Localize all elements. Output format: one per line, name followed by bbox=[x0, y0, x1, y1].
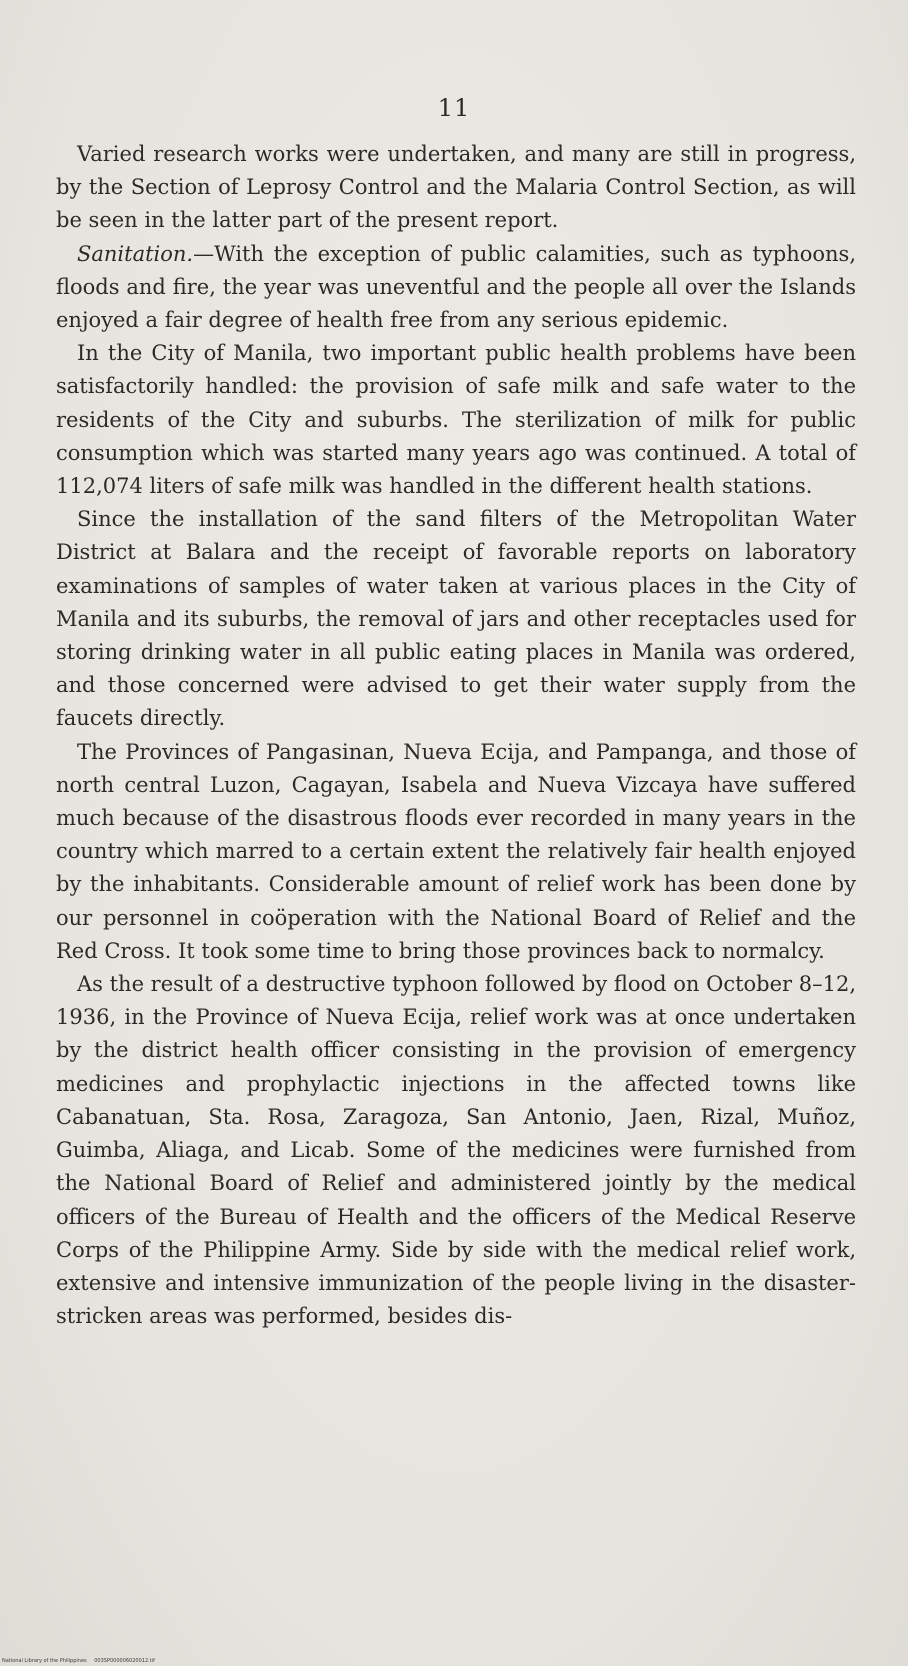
page-number: 11 bbox=[437, 94, 471, 122]
scan-footer bbox=[2, 1658, 155, 1664]
body-text bbox=[56, 138, 856, 1333]
paragraph-research bbox=[56, 138, 856, 238]
footer-library: National Library of the Philippines bbox=[2, 1658, 87, 1664]
paragraph-manila bbox=[56, 337, 856, 503]
paragraph-text: —With the exception of public calamities, such as typhoons, floods and fire, the year was uneventful and the people all over the Islands enjoyed a fair degree of health free from any serious epidemic. bbox=[56, 241, 856, 333]
paragraph-typhoon bbox=[56, 968, 856, 1333]
section-lead-sanitation: Sanitation. bbox=[77, 241, 194, 266]
paragraph-text: Varied research works were undertaken, and many are still in progress, by the Section of Leprosy Control and the Malaria Control Section, as will be seen in the latter part of the present report. bbox=[56, 142, 856, 233]
paragraph-text: In the City of Manila, two important public health problems have been satisfactorily handled: the provision of safe milk and safe water to the residents of the City and suburbs. The sterilization of milk for public consumption which was started many years ago was continued. A total of 112,074 liters of safe milk was handled in the different health stations. bbox=[56, 341, 856, 499]
footer-code: 003SP000006020012.tif bbox=[94, 1658, 155, 1664]
paragraph-floods bbox=[56, 736, 856, 968]
paragraph-text: Since the installation of the sand filters of the Metropolitan Water District at Balara and the receipt of favorable reports on laboratory examinations of samples of water taken at various places in the City of Manila and its suburbs, the removal of jars and other receptacles used for storing drinking water in all public eating places in Manila was ordered, and those concerned were advised to get their water supply from the faucets directly. bbox=[56, 507, 856, 731]
paragraph-water bbox=[56, 503, 856, 735]
paragraph-sanitation bbox=[56, 238, 856, 338]
paragraph-text: The Provinces of Pangasinan, Nueva Ecija, and Pampanga, and those of north central Luzon, Cagayan, Isabela and Nueva Vizcaya have suffered much because of the disastrous floods ever recorded in many years in the country which marred to a certain extent the relatively fair health enjoyed by the inhabitants. Considerable amount of relief work has been done by our personnel in coöperation with the National Board of Relief and the Red Cross. It took some time to bring those provinces back to normalcy. bbox=[56, 739, 856, 963]
paragraph-text: As the result of a destructive typhoon followed by flood on October 8–12, 1936, in the Province of Nueva Ecija, relief work was at once undertaken by the district health officer consisting in the provision of emergency medicines and prophylactic injections in the affected towns like Cabanatuan, Sta. Rosa, Zaragoza, San Antonio, Jaen, Rizal, Muñoz, Guimba, Aliaga, and Licab. Some of the medicines were furnished from the National Board of Relief and administered jointly by the medical officers of the Bureau of Health and the officers of the Medical Reserve Corps of the Philippine Army. Side by side with the medical relief work, extensive and intensive immunization of the people living in the disaster-stricken areas was performed, besides dis- bbox=[56, 972, 857, 1329]
